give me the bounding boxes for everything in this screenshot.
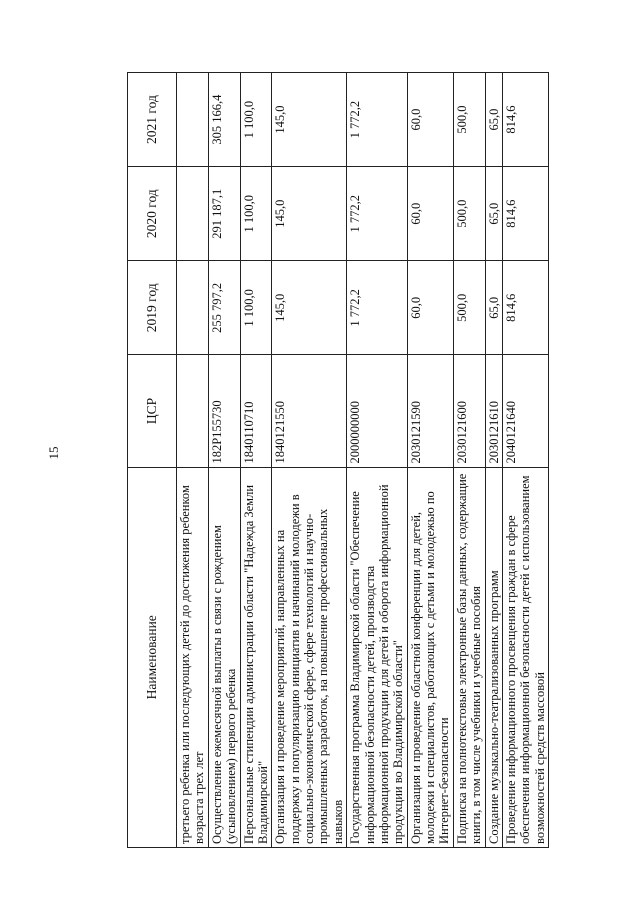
row-name-cell: Государственная программа Владимирской области "Обеспечение информационной безопасности детей, производства информационной продукции для детей и оборота информационной продукции во Владимирской области" [347,467,408,847]
row-2019-cell [177,261,209,355]
row-2021-cell: 1 100,0 [240,73,272,167]
row-2019-cell: 60,0 [407,261,453,355]
header-2019: 2019 год [128,261,177,355]
row-2020-cell: 291 187,1 [208,167,240,261]
row-2019-cell: 500,0 [453,261,485,355]
row-code-cell: 2030121610 [485,355,502,467]
row-2019-cell: 255 797,2 [208,261,240,355]
row-2021-cell: 65,0 [485,73,502,167]
table-body [177,73,549,848]
table-row [240,73,272,848]
header-2021: 2021 год [128,73,177,167]
row-2019-cell: 145,0 [272,261,347,355]
table-row [407,73,453,848]
header-2020: 2020 год [128,167,177,261]
table-row [177,73,209,848]
row-code-cell: 182P155730 [208,355,240,467]
row-name-cell: Персональные стипендии администрации области "Надежда Земли Владимирской" [240,467,272,847]
row-2020-cell: 60,0 [407,167,453,261]
row-code-cell: 2030121600 [453,355,485,467]
row-2020-cell: 65,0 [485,167,502,261]
row-code-cell: 2040121640 [502,355,548,467]
row-name-cell: Организация и проведение мероприятий, направленных на поддержку и популяризацию инициатив и начинаний молодежи в социально-экономической сфере, сфере технологий и научно-промышленных разработок, на повышение профессиональных навыков [272,467,347,847]
row-2020-cell [177,167,209,261]
page-number: 15 [46,446,61,460]
row-2021-cell: 60,0 [407,73,453,167]
row-2021-cell: 145,0 [272,73,347,167]
row-2020-cell: 145,0 [272,167,347,261]
row-code-cell: 1840121550 [272,355,347,467]
table-row [208,73,240,848]
row-name-cell: Создание музыкально-театрализованных программ [485,467,502,847]
row-2019-cell: 1 772,2 [347,261,408,355]
table-row [272,73,347,848]
row-name-cell: третьего ребенка или последующих детей до достижения ребенком возраста трех лет [177,467,209,847]
row-2019-cell: 65,0 [485,261,502,355]
table-row [485,73,502,848]
budget-table [127,72,549,848]
row-2020-cell: 1 772,2 [347,167,408,261]
table-row [453,73,485,848]
table-header-row [128,73,177,848]
row-2019-cell: 1 100,0 [240,261,272,355]
row-2019-cell: 814,6 [502,261,548,355]
row-2021-cell [177,73,209,167]
row-name-cell: Подписка на полнотекстовые электронные базы данных, содержащие книги, в том числе учебники и учебные пособия [453,467,485,847]
header-code: ЦСР [128,355,177,467]
table-row [502,73,548,848]
rotated-table-container [127,72,608,848]
row-name-cell: Организация и проведение областной конференции для детей, молодежи и специалистов, работающих с детьми и молодежью по Интернет-безопасности [407,467,453,847]
row-name-cell: Проведение информационного просвещения граждан в сфере обеспечения информационной безопасности детей с использованием возможностей средств массовой [502,467,548,847]
header-name: Наименование [128,467,177,847]
row-name-cell: Осуществление ежемесячной выплаты в связи с рождением (усыновлением) первого ребенка [208,467,240,847]
row-2020-cell: 814,6 [502,167,548,261]
row-2021-cell: 814,6 [502,73,548,167]
row-2021-cell: 305 166,4 [208,73,240,167]
row-code-cell [177,355,209,467]
row-code-cell: 2030121590 [407,355,453,467]
row-code-cell: 1840110710 [240,355,272,467]
row-2020-cell: 500,0 [453,167,485,261]
row-2021-cell: 500,0 [453,73,485,167]
row-2021-cell: 1 772,2 [347,73,408,167]
row-code-cell: 2000000000 [347,355,408,467]
table-row [347,73,408,848]
row-2020-cell: 1 100,0 [240,167,272,261]
